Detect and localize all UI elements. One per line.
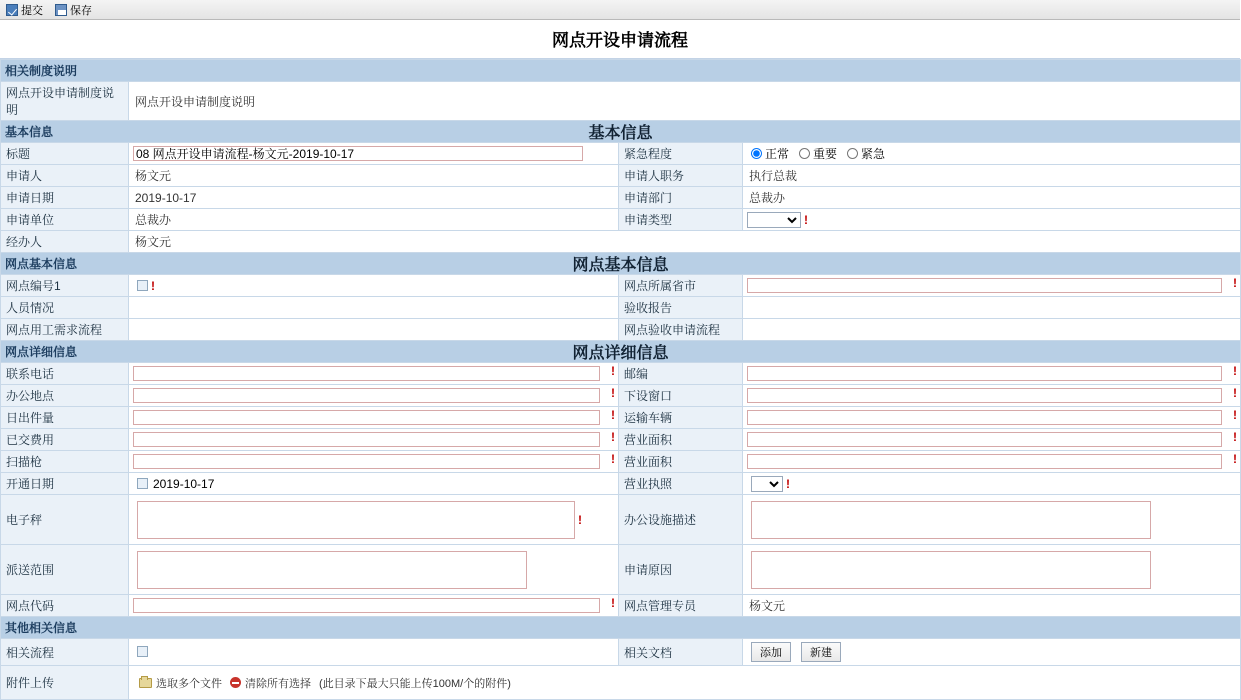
apply-type-required-mark: ! — [804, 212, 808, 227]
related-doc-cell — [743, 639, 1241, 666]
title-input[interactable] — [133, 146, 583, 161]
urgency-radio-important[interactable] — [799, 148, 810, 159]
site-code2-input[interactable] — [133, 598, 600, 613]
urgency-label: 紧急程度 — [619, 143, 743, 165]
date-label: 申请日期 — [1, 187, 129, 209]
dept-value: 总裁办 — [743, 187, 1241, 209]
table-row — [1, 363, 1241, 385]
urgency-option-important-label: 重要 — [813, 147, 838, 161]
paid-fee-required-mark: ! — [611, 430, 615, 444]
vehicle-cell — [743, 407, 1241, 429]
office-input[interactable] — [133, 388, 600, 403]
section-site-detail-label: 网点详细信息 — [5, 345, 78, 359]
table-row — [1, 143, 1241, 165]
area-required-mark-2: ! — [1233, 452, 1238, 466]
save-icon — [55, 4, 67, 16]
window-cell — [743, 385, 1241, 407]
table-row — [1, 639, 1241, 666]
reason-label: 申请原因 — [619, 545, 743, 595]
facility-textarea[interactable] — [751, 501, 1151, 539]
applicant-value: 杨文元 — [129, 165, 619, 187]
phone-required-mark: ! — [611, 364, 615, 378]
table-row — [1, 60, 1241, 82]
open-date-value: 2019-10-17 — [153, 476, 215, 491]
accept-flow-label: 网点验收申请流程 — [619, 319, 743, 341]
submit-icon — [6, 4, 18, 16]
manager-value: 杨文元 — [743, 595, 1241, 617]
table-row — [1, 319, 1241, 341]
urgency-radio-urgent[interactable] — [847, 148, 858, 159]
province-input[interactable] — [747, 278, 1222, 293]
table-row — [1, 451, 1241, 473]
upload-hint: (此目录下最大只能上传100M/个的附件) — [319, 677, 511, 690]
save-button[interactable] — [51, 0, 98, 20]
office-required-mark: ! — [611, 386, 615, 400]
phone-label: 联系电话 — [1, 363, 129, 385]
page-title: 网点开设申请流程 — [0, 20, 1240, 59]
section-site-detail — [1, 341, 1241, 363]
site-code2-label: 网点代码 — [1, 595, 129, 617]
vehicle-required-mark: ! — [1233, 408, 1238, 422]
checkbox-icon[interactable] — [137, 280, 148, 291]
vehicle-input[interactable] — [747, 410, 1222, 425]
table-row — [1, 121, 1241, 143]
position-value: 执行总裁 — [743, 165, 1241, 187]
manager-label: 网点管理专员 — [619, 595, 743, 617]
site-code2-cell — [129, 595, 619, 617]
paid-fee-cell — [129, 429, 619, 451]
accept-flow-cell — [743, 319, 1241, 341]
table-row — [1, 187, 1241, 209]
province-required-mark: ! — [1233, 276, 1238, 290]
calendar-checkbox-icon[interactable] — [137, 478, 148, 489]
license-select[interactable] — [751, 476, 783, 492]
section-site-basic — [1, 253, 1241, 275]
related-flow-checkbox-icon[interactable] — [137, 646, 148, 657]
table-row — [1, 666, 1241, 700]
range-textarea[interactable] — [137, 551, 527, 589]
urgency-option-important[interactable] — [799, 145, 837, 162]
unit-value: 总裁办 — [129, 209, 619, 231]
scale-textarea[interactable] — [137, 501, 575, 539]
area-cell-1 — [743, 429, 1241, 451]
daily-volume-label: 日出件量 — [1, 407, 129, 429]
labor-flow-label: 网点用工需求流程 — [1, 319, 129, 341]
submit-button[interactable] — [2, 0, 49, 20]
dept-label: 申请部门 — [619, 187, 743, 209]
office-cell — [129, 385, 619, 407]
table-row — [1, 545, 1241, 595]
table-row — [1, 495, 1241, 545]
office-label: 办公地点 — [1, 385, 129, 407]
reason-textarea[interactable] — [751, 551, 1151, 589]
window-required-mark: ! — [1233, 386, 1238, 400]
section-policy-label: 相关制度说明 — [5, 64, 78, 78]
site-code-label: 网点编号1 — [1, 275, 129, 297]
section-basic — [1, 121, 1241, 143]
province-cell — [743, 275, 1241, 297]
section-other-label: 其他相关信息 — [5, 621, 78, 635]
table-row — [1, 429, 1241, 451]
vehicle-label: 运输车辆 — [619, 407, 743, 429]
area-required-mark-1: ! — [1233, 430, 1238, 444]
section-basic-heading: 基本信息 — [588, 125, 653, 142]
scanner-required-mark: ! — [611, 452, 615, 466]
add-document-button[interactable]: 添加 — [751, 642, 791, 662]
range-label: 派送范围 — [1, 545, 129, 595]
urgency-option-normal[interactable] — [751, 145, 789, 162]
attachment-cell — [129, 666, 1241, 700]
new-document-button[interactable]: 新建 — [801, 642, 841, 662]
table-row — [1, 473, 1241, 495]
apply-type-cell — [743, 209, 1241, 231]
site-code2-required-mark: ! — [611, 596, 615, 610]
urgency-radio-normal[interactable] — [751, 148, 762, 159]
window-label: 下设窗口 — [619, 385, 743, 407]
scale-required-mark: ! — [578, 512, 582, 527]
daily-volume-input[interactable] — [133, 410, 600, 425]
table-row — [1, 385, 1241, 407]
file-picker-label: 选取多个文件 — [156, 677, 222, 690]
save-button-label: 保存 — [70, 4, 92, 17]
paid-fee-label: 已交费用 — [1, 429, 129, 451]
reason-cell — [743, 545, 1241, 595]
phone-input[interactable] — [133, 366, 600, 381]
table-row — [1, 297, 1241, 319]
table-row — [1, 341, 1241, 363]
postcode-input[interactable] — [747, 366, 1222, 381]
postcode-cell — [743, 363, 1241, 385]
range-cell — [129, 545, 619, 595]
license-label: 营业执照 — [619, 473, 743, 495]
staff-label: 人员情况 — [1, 297, 129, 319]
urgency-cell — [743, 143, 1241, 165]
table-row — [1, 165, 1241, 187]
open-date-cell — [129, 473, 619, 495]
toolbar — [0, 0, 1240, 20]
handler-value: 杨文元 — [129, 231, 1241, 253]
report-cell — [743, 297, 1241, 319]
area-input-1[interactable] — [747, 432, 1222, 447]
table-row — [1, 275, 1241, 297]
paid-fee-input[interactable] — [133, 432, 600, 447]
daily-volume-required-mark: ! — [611, 408, 615, 422]
clear-icon — [230, 677, 241, 688]
area-cell-2 — [743, 451, 1241, 473]
title-field-cell — [129, 143, 619, 165]
facility-label: 办公设施描述 — [619, 495, 743, 545]
policy-value: 网点开设申请制度说明 — [129, 82, 1241, 121]
license-cell — [743, 473, 1241, 495]
section-site-detail-heading: 网点详细信息 — [572, 345, 669, 362]
table-row — [1, 231, 1241, 253]
postcode-required-mark: ! — [1233, 364, 1238, 378]
apply-type-label: 申请类型 — [619, 209, 743, 231]
submit-button-label: 提交 — [21, 4, 43, 17]
applicant-label: 申请人 — [1, 165, 129, 187]
related-flow-cell — [129, 639, 619, 666]
folder-icon — [139, 678, 152, 688]
section-site-basic-label: 网点基本信息 — [5, 257, 78, 271]
table-row — [1, 253, 1241, 275]
site-code-cell — [129, 275, 619, 297]
date-value: 2019-10-17 — [129, 187, 619, 209]
table-row — [1, 407, 1241, 429]
table-row — [1, 209, 1241, 231]
table-row — [1, 82, 1241, 121]
table-row — [1, 595, 1241, 617]
daily-volume-cell — [129, 407, 619, 429]
clear-selection-label: 清除所有选择 — [245, 677, 311, 690]
area-input-2[interactable] — [747, 454, 1222, 469]
area-label-2: 营业面积 — [619, 451, 743, 473]
section-other — [1, 617, 1241, 639]
report-label: 验收报告 — [619, 297, 743, 319]
urgency-option-urgent-label: 紧急 — [861, 147, 886, 161]
urgency-option-urgent[interactable] — [847, 145, 885, 162]
province-label: 网点所属省市 — [619, 275, 743, 297]
handler-label: 经办人 — [1, 231, 129, 253]
labor-flow-cell — [129, 319, 619, 341]
file-picker-button[interactable] — [139, 675, 222, 691]
section-policy — [1, 60, 1241, 82]
postcode-label: 邮编 — [619, 363, 743, 385]
facility-cell — [743, 495, 1241, 545]
scanner-label: 扫描枪 — [1, 451, 129, 473]
related-doc-label: 相关文档 — [619, 639, 743, 666]
open-date-label: 开通日期 — [1, 473, 129, 495]
apply-type-select[interactable] — [747, 212, 801, 228]
table-row — [1, 617, 1241, 639]
scale-cell — [129, 495, 619, 545]
window-input[interactable] — [747, 388, 1222, 403]
scanner-cell — [129, 451, 619, 473]
clear-selection-button[interactable] — [230, 675, 311, 691]
related-flow-label: 相关流程 — [1, 639, 129, 666]
form-grid — [0, 59, 1241, 700]
phone-cell — [129, 363, 619, 385]
section-basic-label: 基本信息 — [5, 125, 54, 139]
urgency-option-normal-label: 正常 — [765, 147, 790, 161]
title-label: 标题 — [1, 143, 129, 165]
staff-cell — [129, 297, 619, 319]
site-code-required-mark: ! — [151, 278, 155, 293]
license-required-mark: ! — [786, 476, 790, 491]
unit-label: 申请单位 — [1, 209, 129, 231]
policy-label: 网点开设申请制度说明 — [1, 82, 129, 121]
scanner-input[interactable] — [133, 454, 600, 469]
section-site-basic-heading: 网点基本信息 — [572, 257, 669, 274]
area-label-1: 营业面积 — [619, 429, 743, 451]
attachment-label: 附件上传 — [1, 666, 129, 700]
position-label: 申请人职务 — [619, 165, 743, 187]
scale-label: 电子秤 — [1, 495, 129, 545]
